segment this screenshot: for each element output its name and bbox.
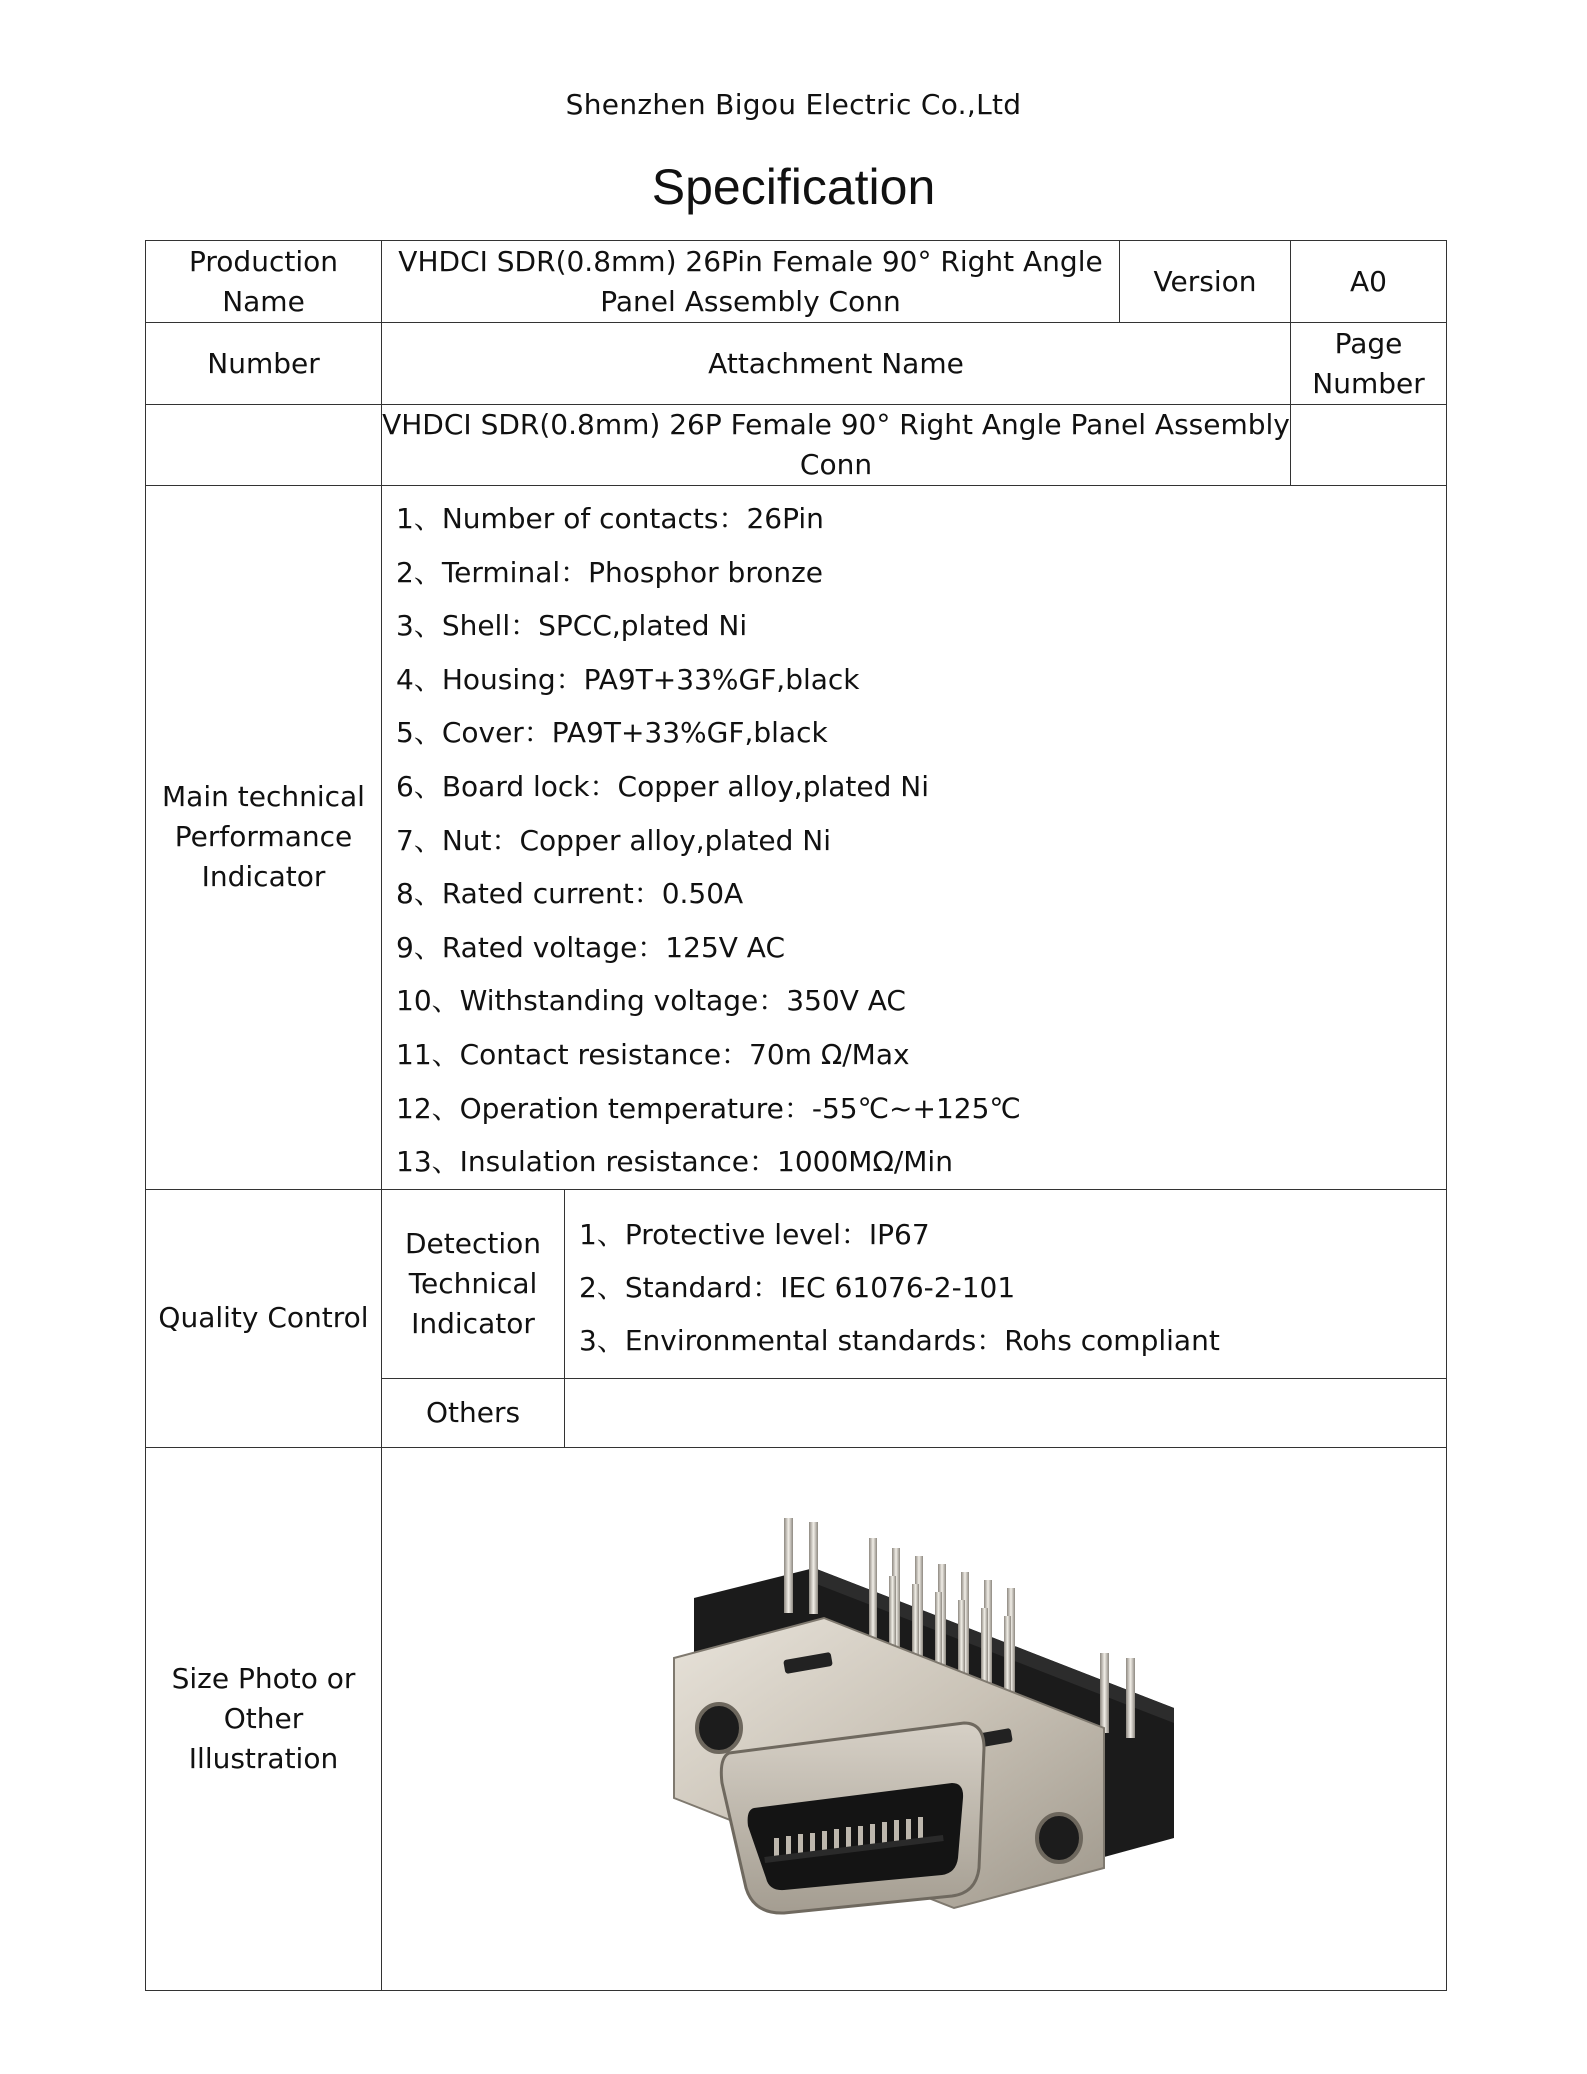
main-tech-item: 7、Nut：Copper alloy,plated Ni bbox=[396, 823, 831, 857]
quality-control-label: Quality Control bbox=[146, 1189, 382, 1447]
page-number-label: Page Number bbox=[1291, 323, 1447, 405]
main-tech-list bbox=[382, 486, 1446, 1189]
detection-label: Detection Technical Indicator bbox=[382, 1189, 565, 1378]
main-tech-item: 9、Rated voltage：125V AC bbox=[396, 930, 786, 964]
others-label: Others bbox=[382, 1378, 565, 1447]
main-tech-item: 1、Number of contacts：26Pin bbox=[396, 502, 824, 535]
main-tech-item: 2、Terminal：Phosphor bronze bbox=[396, 555, 824, 589]
main-tech-item: 12、Operation temperature：-55℃~+125℃ bbox=[396, 1091, 1021, 1125]
number-value bbox=[146, 405, 382, 486]
attachment-name-value: VHDCI SDR(0.8mm) 26P Female 90° Right Angle Panel Assembly Conn bbox=[382, 405, 1291, 486]
attachment-row bbox=[146, 405, 1447, 486]
detection-list-cell bbox=[565, 1189, 1447, 1378]
document-title: Specification bbox=[651, 159, 936, 215]
main-tech-label: Main technical Performance Indicator bbox=[146, 486, 382, 1190]
size-photo-label: Size Photo or Other Illustration bbox=[146, 1447, 382, 1990]
main-tech-item: 4、Housing：PA9T+33%GF,black bbox=[396, 662, 860, 696]
quality-control-row bbox=[146, 1189, 1447, 1378]
version-label: Version bbox=[1120, 241, 1291, 323]
main-tech-item: 10、Withstanding voltage：350V AC bbox=[396, 984, 906, 1018]
detection-list bbox=[565, 1190, 1446, 1367]
main-tech-item: 3、Shell：SPCC,plated Ni bbox=[396, 609, 748, 643]
connector-product-image bbox=[634, 1508, 1194, 1928]
photo-cell bbox=[382, 1447, 1447, 1990]
number-label: Number bbox=[146, 323, 382, 405]
main-tech-item: 5、Cover：PA9T+33%GF,black bbox=[396, 716, 828, 750]
main-tech-row bbox=[146, 486, 1447, 1190]
detection-item: 3、Environmental standards：Rohs compliant bbox=[579, 1323, 1220, 1357]
photo-row bbox=[146, 1447, 1447, 1990]
production-name-row bbox=[146, 241, 1447, 323]
production-name-value: VHDCI SDR(0.8mm) 26Pin Female 90° Right Angle Panel Assembly Conn bbox=[382, 241, 1120, 323]
main-tech-item: 11、Contact resistance：70m Ω/Max bbox=[396, 1037, 910, 1071]
version-value: A0 bbox=[1291, 241, 1447, 323]
attachment-name-label: Attachment Name bbox=[382, 323, 1291, 405]
detection-item: 1、Protective level：IP67 bbox=[579, 1217, 930, 1251]
number-header-row bbox=[146, 323, 1447, 405]
main-tech-item: 6、Board lock：Copper alloy,plated Ni bbox=[396, 769, 930, 803]
main-tech-item: 13、Insulation resistance：1000MΩ/Min bbox=[396, 1145, 953, 1179]
main-tech-item: 8、Rated current：0.50A bbox=[396, 877, 744, 911]
others-value bbox=[565, 1378, 1447, 1447]
production-name-label: Production Name bbox=[146, 241, 382, 323]
specification-table bbox=[145, 240, 1447, 1991]
detection-item: 2、Standard：IEC 61076-2-101 bbox=[579, 1270, 1016, 1304]
main-tech-list-cell bbox=[382, 486, 1447, 1190]
company-name: Shenzhen Bigou Electric Co.,Ltd bbox=[565, 88, 1022, 121]
page-number-value bbox=[1291, 405, 1447, 486]
